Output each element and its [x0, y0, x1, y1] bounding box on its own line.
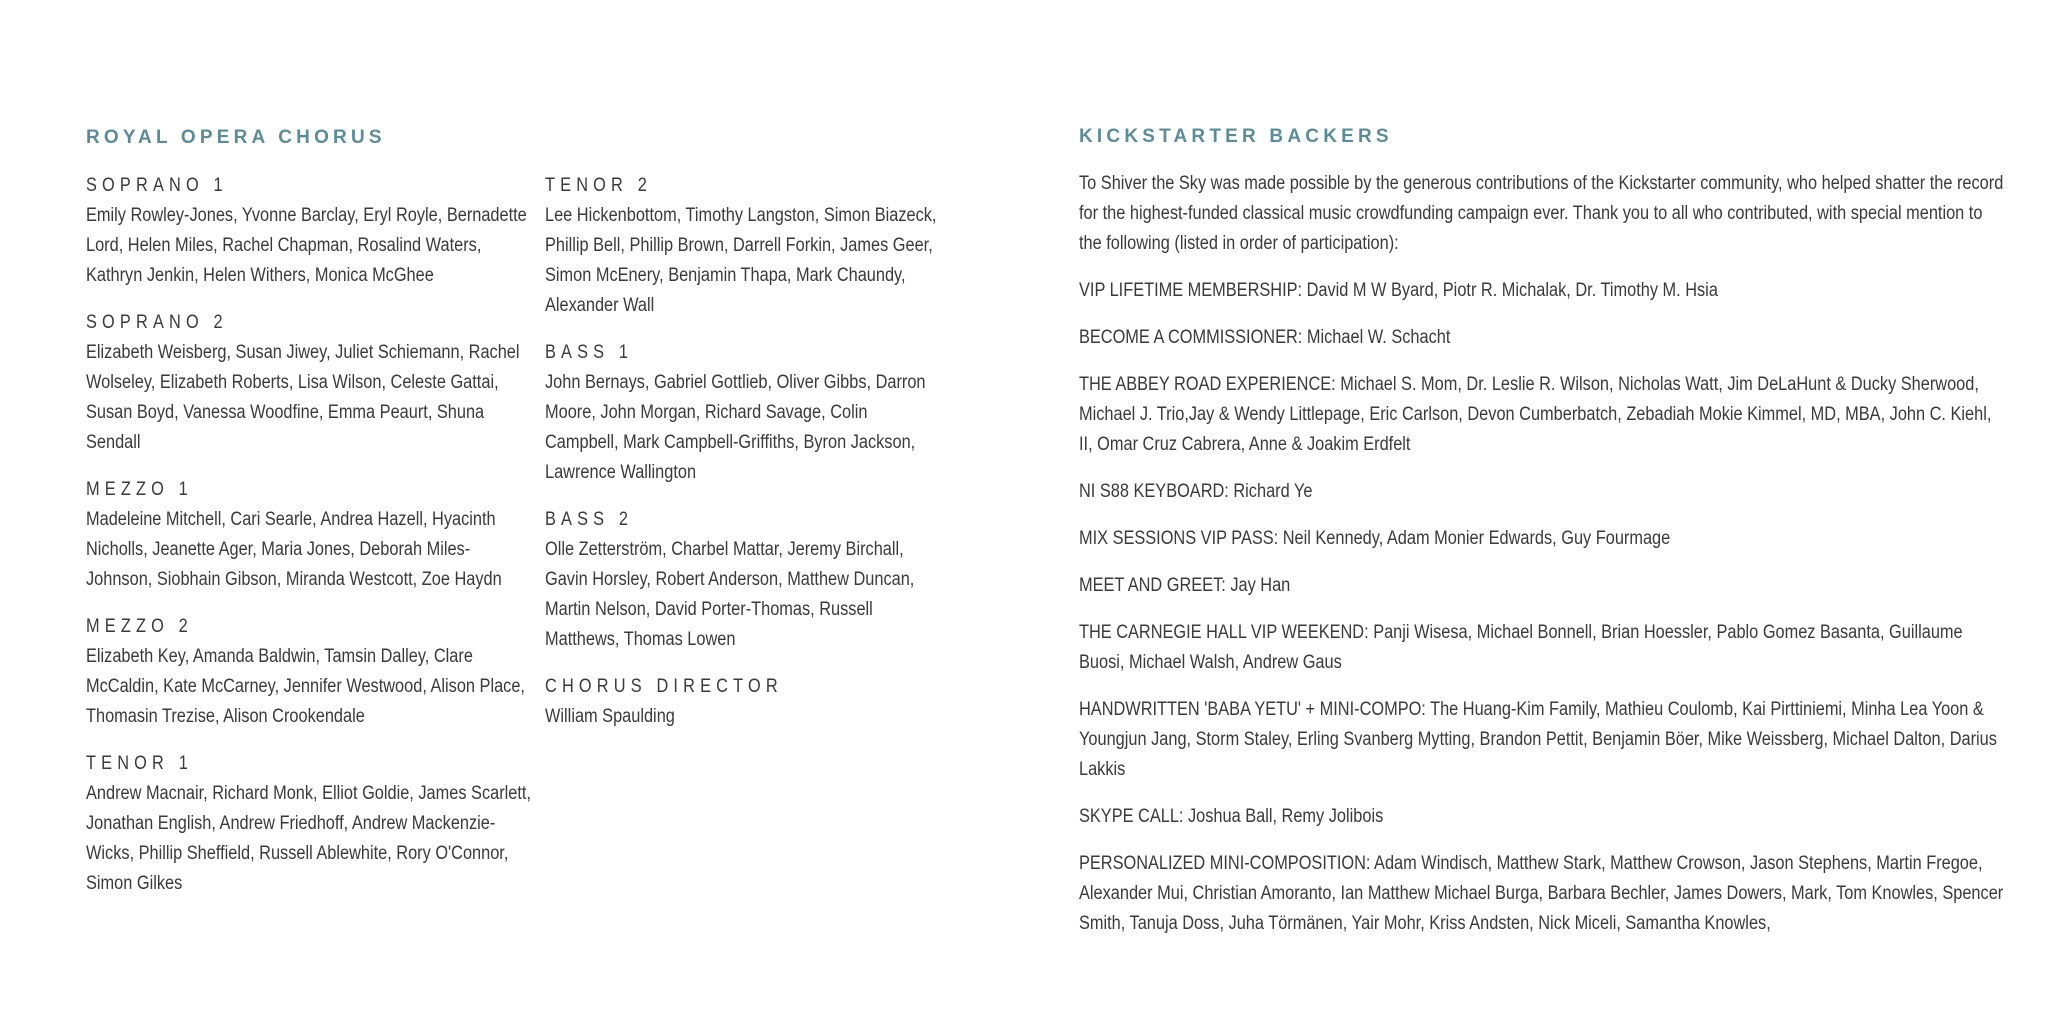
backer-tier-entry: BECOME A COMMISSIONER: Michael W. Schacht — [1079, 327, 1451, 348]
backers-intro-paragraph: To Shiver the Sky was made possible by the generous contributions of the Kickstarter community, who helped shatter the record for the highest-funded classical music crowdfunding campaign ever. Thank you to all who contributed, with special mention to the following (listed in order of participation): — [1079, 173, 2004, 254]
voice-members: Madeleine Mitchell, Cari Searle, Andrea Hazell, Hyacinth Nicholls, Jeanette Ager, Maria Jones, Deborah Miles-Johnson, Siobhain Gibson, Miranda Westcott, Zoe Haydn — [86, 509, 502, 590]
voice-members: William Spaulding — [545, 706, 675, 727]
voice-group-soprano-2 — [86, 308, 533, 458]
backer-tier-entry: NI S88 KEYBOARD: Richard Ye — [1079, 481, 1313, 502]
voice-members: John Bernays, Gabriel Gottlieb, Oliver Gibbs, Darron Moore, John Morgan, Richard Savage, Colin Campbell, Mark Campbell-Griffiths, Byron Jackson, Lawrence Wallington — [545, 372, 926, 483]
chorus-column-left — [86, 171, 533, 916]
voice-heading: TENOR 2 — [545, 175, 652, 196]
voice-group-chorus-director — [545, 672, 941, 732]
voice-members: Andrew Macnair, Richard Monk, Elliot Goldie, James Scarlett, Jonathan English, Andrew Friedhoff, Andrew Mackenzie-Wicks, Phillip Sheffield, Russell Ablewhite, Rory O'Connor, Simon Gilkes — [86, 783, 531, 894]
voice-heading: TENOR 1 — [86, 753, 193, 774]
backers-text-block — [1079, 169, 2004, 956]
voice-group-bass-2 — [545, 505, 941, 655]
chorus-column-right — [545, 171, 941, 749]
voice-group-mezzo-2 — [86, 612, 533, 732]
backer-tier-entry: THE CARNEGIE HALL VIP WEEKEND: Panji Wisesa, Michael Bonnell, Brian Hoessler, Pablo Gomez Basanta, Guillaume Buosi, Michael Walsh, Andrew Gaus — [1079, 622, 1963, 673]
voice-heading: SOPRANO 2 — [86, 312, 228, 333]
backer-tier-entry: THE ABBEY ROAD EXPERIENCE: Michael S. Mom, Dr. Leslie R. Wilson, Nicholas Watt, Jim DeLaHunt & Ducky Sherwood, Michael J. Trio,Jay & Wendy Littlepage, Eric Carlson, Devon Cumberbatch, Zebadiah Mokie Kimmel, MD, MBA, John C. Kiehl, II, Omar Cruz Cabrera, Anne & Joakim Erdfelt — [1079, 374, 1992, 455]
voice-heading: MEZZO 1 — [86, 479, 193, 500]
voice-members: Olle Zetterström, Charbel Mattar, Jeremy Birchall, Gavin Horsley, Robert Anderson, Matthew Duncan, Martin Nelson, David Porter-Thomas, Russell Matthews, Thomas Lowen — [545, 539, 915, 650]
voice-members: Elizabeth Weisberg, Susan Jiwey, Juliet Schiemann, Rachel Wolseley, Elizabeth Roberts, Lisa Wilson, Celeste Gattai, Susan Boyd, Vanessa Woodfine, Emma Peaurt, Shuna Sendall — [86, 342, 520, 453]
voice-members: Lee Hickenbottom, Timothy Langston, Simon Biazeck, Phillip Bell, Phillip Brown, Darrell Forkin, James Geer, Simon McEnery, Benjamin Thapa, Mark Chaundy, Alexander Wall — [545, 205, 937, 316]
backer-tier-entry: MEET AND GREET: Jay Han — [1079, 575, 1291, 596]
voice-group-soprano-1 — [86, 171, 533, 291]
voice-group-bass-1 — [545, 338, 941, 488]
voice-group-tenor-2 — [545, 171, 941, 321]
voice-members: Elizabeth Key, Amanda Baldwin, Tamsin Dalley, Clare McCaldin, Kate McCarney, Jennifer Westwood, Alison Place, Thomasin Trezise, Alison Crookendale — [86, 646, 525, 727]
voice-group-tenor-1 — [86, 749, 533, 899]
chorus-section-title: ROYAL OPERA CHORUS — [86, 127, 386, 148]
voice-heading: SOPRANO 1 — [86, 175, 228, 196]
backer-tier-entry: MIX SESSIONS VIP PASS: Neil Kennedy, Adam Monier Edwards, Guy Fourmage — [1079, 528, 1671, 549]
voice-heading: BASS 1 — [545, 342, 634, 363]
voice-heading: BASS 2 — [545, 509, 634, 530]
voice-members: Emily Rowley-Jones, Yvonne Barclay, Eryl Royle, Bernadette Lord, Helen Miles, Rachel Chapman, Rosalind Waters, Kathryn Jenkin, Helen Withers, Monica McGhee — [86, 205, 527, 286]
backer-tier-entry: VIP LIFETIME MEMBERSHIP: David M W Byard, Piotr R. Michalak, Dr. Timothy M. Hsia — [1079, 280, 1718, 301]
voice-group-mezzo-1 — [86, 475, 533, 595]
voice-heading: CHORUS DIRECTOR — [545, 676, 783, 697]
backer-tier-entry: PERSONALIZED MINI-COMPOSITION: Adam Windisch, Matthew Stark, Matthew Crowson, Jason Stephens, Martin Fregoe, Alexander Mui, Christian Amoranto, Ian Matthew Michael Burga, Barbara Bechler, James Dowers, Mark, Tom Knowles, Spencer Smith, Tanuja Doss, Juha Törmänen, Yair Mohr, Kriss Andsten, Nick Miceli, Samantha Knowles, — [1079, 853, 2004, 934]
backer-tier-entry: HANDWRITTEN 'BABA YETU' + MINI-COMPO: The Huang-Kim Family, Mathieu Coulomb, Kai Pirttiniemi, Minha Lea Yoon & Youngjun Jang, Storm Staley, Erling Svanberg Mytting, Brandon Pettit, Benjamin Böer, Mike Weissberg, Michael Dalton, Darius Lakkis — [1079, 699, 1997, 780]
backer-tier-entry: SKYPE CALL: Joshua Ball, Remy Jolibois — [1079, 806, 1384, 827]
backers-section-title: KICKSTARTER BACKERS — [1079, 126, 1393, 147]
voice-heading: MEZZO 2 — [86, 616, 193, 637]
